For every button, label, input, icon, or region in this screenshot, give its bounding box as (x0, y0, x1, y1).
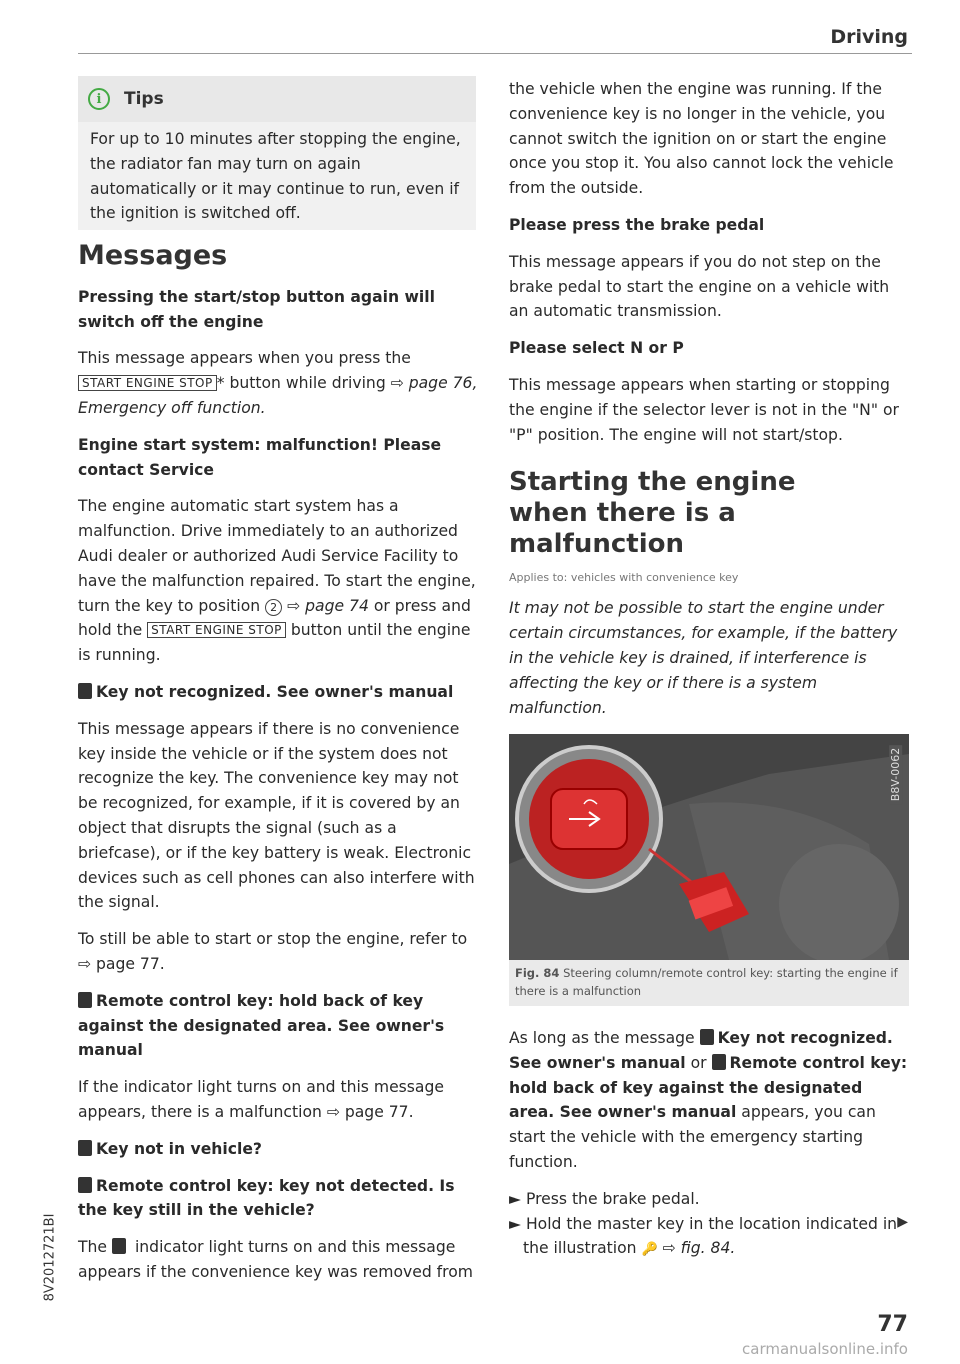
left-column (78, 240, 478, 1297)
text: appears, you can start the vehicle with the emergency starting function. (509, 1103, 876, 1171)
steering-column-illustration (509, 734, 909, 960)
text: This message appears when you press the (78, 349, 411, 368)
right-column (509, 77, 909, 732)
page-reference[interactable]: ⇨ page 74 (287, 596, 369, 615)
margin-code-text: 8V2012721BI (42, 1213, 58, 1302)
paragraph-key-removed (78, 1235, 478, 1285)
page-number: 77 (877, 1312, 908, 1337)
paragraph-indicator: If the indicator light turns on and this message appears, there is a malfunction ⇨ page 77. (78, 1078, 444, 1121)
key-signal-icon: 🔑 (641, 1242, 658, 1258)
figure-84 (509, 734, 909, 960)
text: Remote control key: key not detected. Is the key still in the vehicle? (78, 1176, 455, 1220)
subheading-key-not-detected (78, 1174, 478, 1224)
subheading-start-system: Engine start system: malfunction! Please contact Service (78, 435, 442, 479)
text: As long as the message (509, 1029, 695, 1047)
figure-caption-text: Steering column/remote control key: starting the engine if there is a malfunction (515, 966, 898, 998)
watermark: carmanualsonline.info (742, 1340, 908, 1358)
info-icon: i (88, 88, 110, 110)
key-missing-icon (78, 1140, 92, 1156)
margin-code (30, 1200, 90, 1320)
key-warning-icon (700, 1029, 714, 1045)
continue-arrow: ▶ (897, 1214, 908, 1230)
text: or press and hold the (78, 596, 471, 640)
start-engine-stop-key: START ENGINE STOP (147, 622, 286, 638)
text: * button while driving (216, 374, 386, 393)
key-missing-icon (112, 1238, 126, 1254)
start-engine-stop-key: START ENGINE STOP (78, 375, 217, 391)
subheading-start-stop: Pressing the start/stop button again will switch off the engine (78, 287, 435, 331)
text: The engine automatic start system has a malfunction. Drive immediately to an authorized Audi dealer or authorized Audi Service Facility to have the malfunction repaired. To start the engine, turn the key to position (78, 497, 476, 615)
text: ► Hold the master key in the location indicated in the illustration (509, 1214, 898, 1258)
tips-header (78, 76, 476, 122)
step-item (509, 1212, 909, 1264)
steps-list (509, 1187, 909, 1263)
subheading-brake-pedal: Please press the brake pedal (509, 215, 765, 234)
figure-label: Fig. 84 (515, 966, 560, 980)
paragraph-start-system (78, 494, 478, 668)
figure-caption (509, 960, 909, 1006)
subheading-key-not-in-vehicle (78, 1137, 478, 1162)
text: button until the engine is running. (78, 621, 471, 665)
text: or (690, 1053, 707, 1072)
text: The (78, 1238, 108, 1257)
subheading-remote-control-key (78, 989, 478, 1063)
paragraph-brake-pedal: This message appears if you do not step on the brake pedal to start the engine on a vehicle with an automatic transmission. (509, 252, 890, 321)
step-item: ► Press the brake pedal. (509, 1189, 700, 1208)
paragraph-emergency (509, 1026, 909, 1175)
tips-title: Tips (124, 89, 164, 109)
applies-to: Applies to: vehicles with convenience key (509, 571, 739, 585)
text: Key not recognized. See owner's manual (509, 1029, 893, 1072)
paragraph-refer: To still be able to start or stop the engine, refer to ⇨ page 77. (78, 930, 468, 973)
key-warning-icon (78, 992, 92, 1008)
paragraph-continued: the vehicle when the engine was running. If the convenience key is no longer in the vehicle, you cannot switch the ignition on or start the engine once you stop it. You also cannot lock the vehicle from the outside. (509, 80, 894, 198)
figure-code: B8V-0062 (889, 745, 902, 804)
starting-engine-heading: Starting the engine when there is a malfunction (509, 467, 796, 560)
key-warning-icon (712, 1054, 726, 1070)
figure-reference[interactable]: ⇨ fig. 84. (662, 1239, 736, 1258)
position-2-icon: 2 (265, 599, 282, 616)
text: Remote control key: hold back of key against the designated area. See owner's manual (509, 1053, 908, 1122)
subheading-key-not-recognized (78, 680, 478, 705)
tips-box (78, 76, 476, 230)
section-title: Driving (830, 26, 908, 48)
paragraph-key-not-recognized: This message appears if there is no convenience key inside the vehicle or if the system does not recognize the key. The convenience key may not be recognized, for example, if it is covered by an object that disrupts the signal (such as a briefcase), or if the key battery is weak. Electronic devices such as cell phones can also interfere with the signal. (78, 719, 475, 912)
key-missing-icon (78, 1177, 92, 1193)
text: Key not recognized. See owner's manual (96, 682, 454, 701)
subheading-select-n-or-p: Please select N or P (509, 339, 684, 358)
header-divider (78, 53, 912, 54)
right-column-lower (509, 1026, 909, 1263)
page-reference[interactable]: ⇨ page 76, Emergency off function. (78, 374, 478, 417)
intro-paragraph: It may not be possible to start the engine under certain circumstances, for example, if the battery in the vehicle key is drained, if interference is affecting the key or if there is a system malfunction. (509, 599, 898, 717)
key-warning-icon (78, 683, 92, 699)
text: indicator light turns on and this message appears if the convenience key was removed from (78, 1238, 473, 1281)
tips-body: For up to 10 minutes after stopping the engine, the radiator fan may turn on again automatically or it may continue to run, even if the ignition is switched off. (78, 122, 476, 230)
paragraph-select-n-or-p: This message appears when starting or stopping the engine if the selector lever is not in the "N" or "P" position. The engine will not start/stop. (509, 375, 899, 444)
messages-heading: Messages (78, 240, 228, 271)
text: Key not in vehicle? (96, 1139, 262, 1158)
paragraph-start-stop (78, 346, 478, 420)
text: Remote control key: hold back of key against the designated area. See owner's manual (78, 991, 445, 1060)
